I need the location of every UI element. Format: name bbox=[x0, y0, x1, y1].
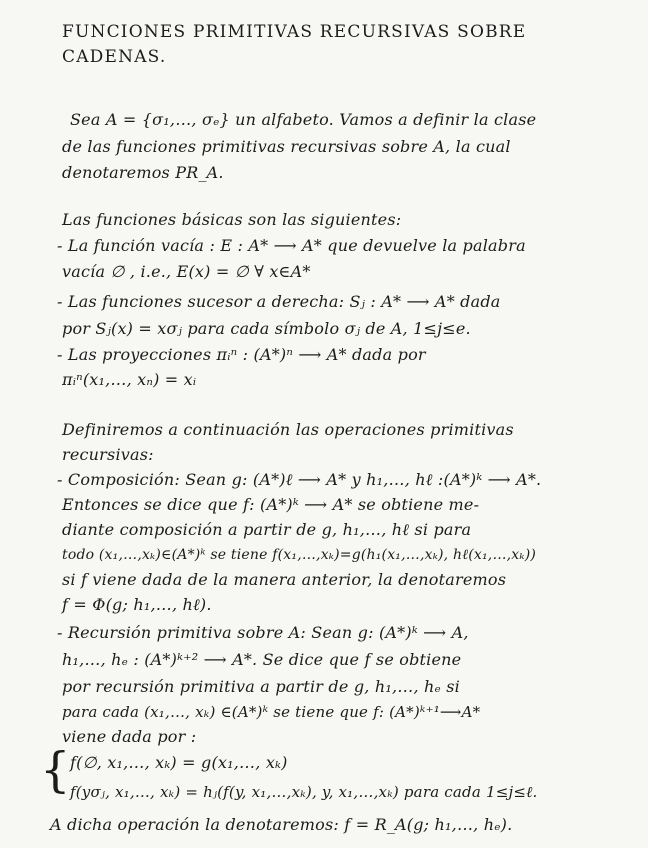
operations-line-16: A dicha operación la denotaremos: f = R_A(g; h₁,…, hₑ). bbox=[50, 815, 513, 834]
operations-line-9: - Recursión primitiva sobre A: Sean g: (A*)ᵏ ⟶ A, bbox=[57, 623, 469, 642]
basic-line-1: Las funciones básicas son las siguientes: bbox=[62, 210, 402, 229]
operations-line-3: - Composición: Sean g: (A*)ℓ ⟶ A* y h₁,…, hℓ :(A*)ᵏ ⟶ A*. bbox=[57, 470, 542, 489]
intro-line-3: denotaremos PR_A. bbox=[62, 163, 224, 182]
system-brace: { bbox=[40, 742, 71, 798]
operations-line-8: f = Φ(g; h₁,…, hℓ). bbox=[62, 595, 212, 614]
basic-line-6: - Las proyecciones πᵢⁿ : (A*)ⁿ ⟶ A* dada por bbox=[57, 345, 426, 364]
operations-line-1: Definiremos a continuación las operaciones primitivas bbox=[62, 420, 514, 439]
operations-line-13: viene dada por : bbox=[62, 727, 197, 746]
intro-line-2: de las funciones primitivas recursivas sobre A, la cual bbox=[62, 137, 511, 156]
operations-line-7: si f viene dada de la manera anterior, la denotaremos bbox=[62, 570, 507, 589]
operations-line-11: por recursión primitiva a partir de g, h₁,…, hₑ si bbox=[62, 677, 460, 696]
operations-line-12: para cada (x₁,…, xₖ) ∈(A*)ᵏ se tiene que f: (A*)ᵏ⁺¹⟶A* bbox=[62, 703, 481, 721]
basic-line-5: por Sⱼ(x) = xσⱼ para cada símbolo σⱼ de A, 1≤j≤e. bbox=[62, 319, 471, 338]
basic-line-3: vacía ∅ , i.e., E(x) = ∅ ∀ x∈A* bbox=[62, 262, 311, 281]
operations-line-6: todo (x₁,…,xₖ)∈(A*)ᵏ se tiene f(x₁,…,xₖ)=g(h₁(x₁,…,xₖ), hℓ(x₁,…,xₖ)) bbox=[62, 547, 537, 563]
operations-line-5: diante composición a partir de g, h₁,…, hℓ si para bbox=[62, 520, 472, 539]
operations-line-2: recursivas: bbox=[62, 445, 154, 464]
title-line-2: CADENAS. bbox=[62, 47, 167, 67]
basic-line-2: - La función vacía : E : A* ⟶ A* que devuelve la palabra bbox=[57, 236, 526, 255]
basic-line-7: πᵢⁿ(x₁,…, xₙ) = xᵢ bbox=[62, 370, 197, 389]
recursion-base-case: f(∅, x₁,…, xₖ) = g(x₁,…, xₖ) bbox=[70, 753, 288, 772]
operations-line-4: Entonces se dice que f: (A*)ᵏ ⟶ A* se obtiene me- bbox=[62, 495, 480, 514]
title-line-1: FUNCIONES PRIMITIVAS RECURSIVAS SOBRE bbox=[62, 22, 527, 42]
basic-line-4: - Las funciones sucesor a derecha: Sⱼ : A* ⟶ A* dada bbox=[57, 292, 501, 311]
intro-line-1: Sea A = {σ₁,…, σₑ} un alfabeto. Vamos a definir la clase bbox=[70, 110, 537, 129]
operations-line-10: h₁,…, hₑ : (A*)ᵏ⁺² ⟶ A*. Se dice que f se obtiene bbox=[62, 650, 462, 669]
recursion-step-case: f(yσⱼ, x₁,…, xₖ) = hⱼ(f(y, x₁,…,xₖ), y, x₁,…,xₖ) para cada 1≤j≤ℓ. bbox=[70, 783, 538, 801]
